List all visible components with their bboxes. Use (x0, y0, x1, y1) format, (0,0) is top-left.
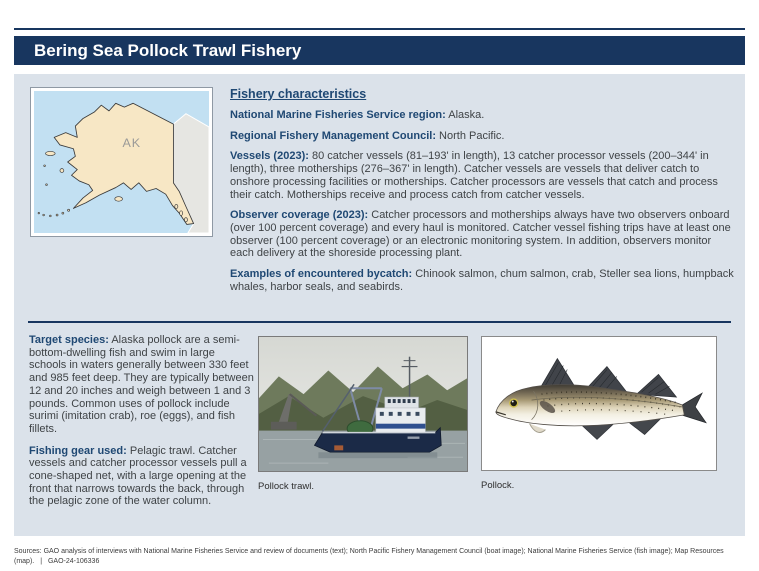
paragraph-label: Examples of encountered bycatch: (230, 268, 413, 281)
paragraph-label: Vessels (2023): (230, 150, 309, 163)
sources-footer (14, 547, 745, 566)
paragraph-label: Fishing gear used: (29, 444, 127, 457)
alaska-map (30, 87, 213, 237)
fishery-paragraph-vessels (230, 150, 738, 201)
paragraph-text: Alaska pollock are a semi-bottom-dwelling fish and swim in large schools in waters generally between 330 feet and 985 feet deep. They are typically between 12 and 20 inches and weigh between 1 and 3 pounds. Common uses of pollock include surimi (imitation crab), roe (eggs), and fish fillets. (29, 334, 254, 435)
paragraph-text: Pelagic trawl. Catcher vessels and catcher processor vessels pull a cone-shaped net, with a large opening at the front that narrows towards the back, through the pelagic zone of the water column. (29, 444, 247, 508)
fish-eye (510, 399, 518, 407)
paragraph-text: North Pacific. (439, 129, 505, 142)
fish-caption: Pollock. (481, 480, 515, 491)
fishery-characteristics-heading: Fishery characteristics (230, 87, 367, 101)
paragraph-text: Chinook salmon, chum salmon, crab, Steller sea lions, humpback whales, harbor seals, and seabirds. (230, 268, 734, 293)
report-number: GAO-24-106336 (47, 557, 100, 565)
title-bar (14, 36, 745, 65)
boat-photo (258, 336, 468, 472)
paragraph-text: Catcher processors and motherships always have two observers onboard (over 100 percent coverage) and every haul is monitored. Catcher vessel fishing trips have at least one observer (100 percent coverage) or an electronic monitoring system. In addition, observers monitor each delivery at the shoreside processing plant. (230, 209, 731, 260)
paragraph-text: Alaska. (448, 109, 485, 121)
paragraph-label: National Marine Fisheries Service region: (230, 109, 446, 121)
page-title: Bering Sea Pollock Trawl Fishery (34, 41, 302, 60)
alaska-map-graphic (34, 91, 209, 233)
fishery-paragraph-bycatch (230, 268, 738, 293)
fish-illustration (481, 336, 717, 471)
paragraph-label: Target species: (29, 334, 109, 346)
map-state-label: AK (122, 135, 142, 150)
top-rule (14, 28, 745, 30)
fishery-paragraph-observers (230, 209, 738, 260)
target-species-section (29, 334, 255, 517)
paragraph-label: Observer coverage (2023): (230, 209, 369, 222)
sources-text: Sources: GAO analysis of interviews with National Marine Fisheries Service and review of documents (text); North Pacific Fishery Management Council (boat image); National Marine Fisheries Service (fish image); Map Resources (map). (14, 548, 724, 565)
boat-caption: Pollock trawl. (258, 481, 314, 492)
fishery-characteristics-section (230, 87, 738, 301)
content-panel (14, 74, 745, 536)
fish-illustration-figure (481, 336, 717, 491)
target-species-paragraph (29, 334, 255, 436)
paragraph-text: 80 catcher vessels (81–193' in length), 13 catcher processor vessels (200–344' in length), three motherships (276–367' in length). Catcher vessels are vessels that deliver catch to onshore processing facilities or motherships. Catcher processors are vessels that catch and process their catch. Motherships receive and process catch from catcher vessels. (230, 150, 718, 201)
fishery-paragraph-council (230, 130, 738, 143)
fishing-gear-paragraph (29, 445, 255, 509)
section-divider (28, 321, 731, 323)
footer-separator: | (40, 557, 43, 565)
paragraph-label: Regional Fishery Management Council: (230, 129, 436, 142)
fishery-paragraph-region (230, 109, 738, 122)
boat-photo-figure (258, 336, 468, 492)
